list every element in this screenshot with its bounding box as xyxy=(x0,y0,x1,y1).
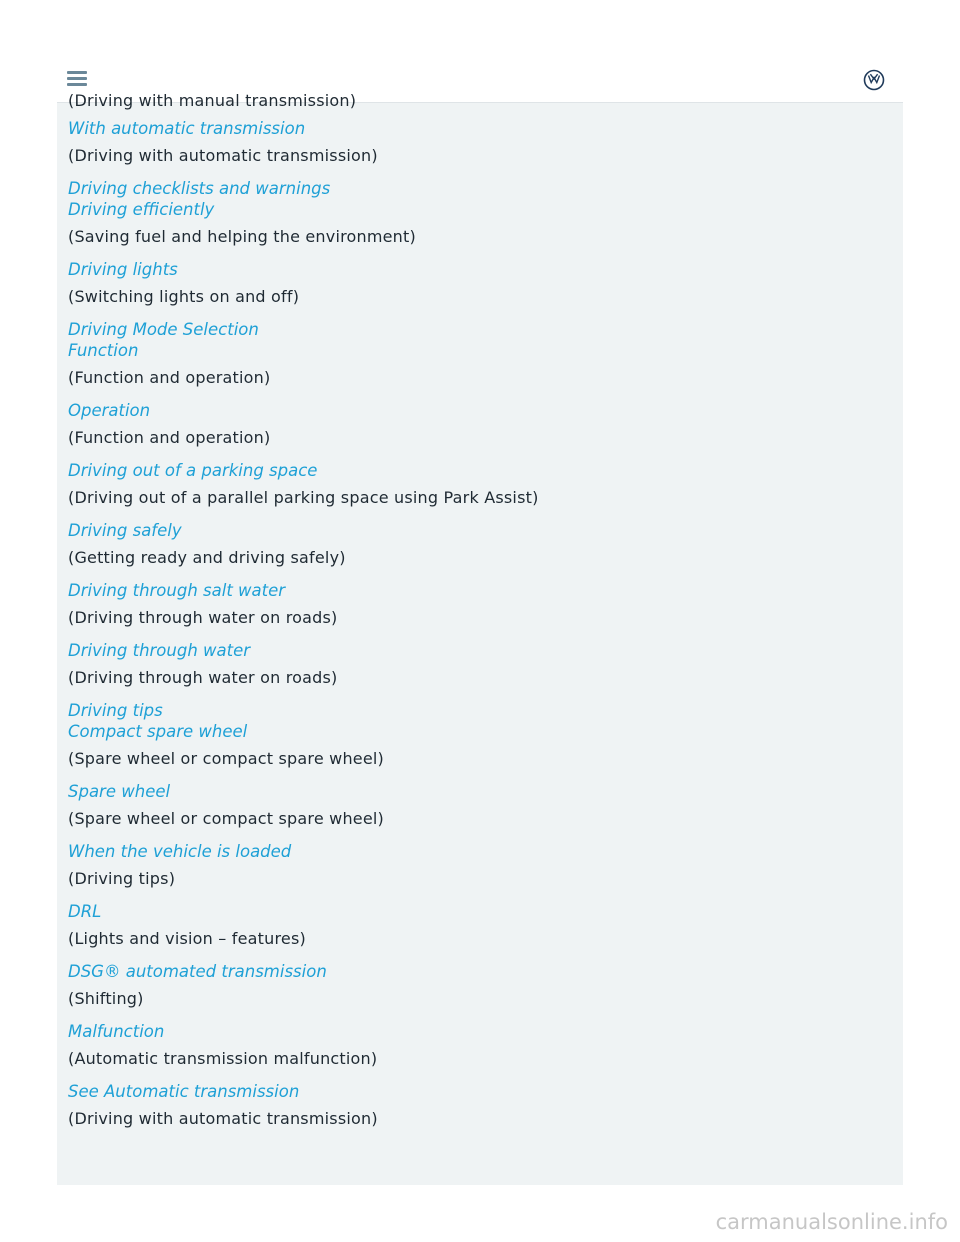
index-link[interactable]: Malfunction xyxy=(68,1022,165,1041)
vw-logo-icon[interactable] xyxy=(863,69,885,91)
hamburger-menu-icon[interactable] xyxy=(67,71,87,87)
index-link[interactable]: Spare wheel xyxy=(68,782,171,801)
index-link[interactable]: Driving through water xyxy=(68,641,251,660)
index-description: (Shifting) xyxy=(68,989,144,1008)
index-link[interactable]: Driving tips xyxy=(68,701,163,720)
index-link[interactable]: Driving Mode Selection xyxy=(68,320,259,339)
index-entry xyxy=(68,961,888,1009)
index-entry xyxy=(68,1021,888,1069)
index-description: (Function and operation) xyxy=(68,428,271,447)
index-link[interactable]: Operation xyxy=(68,401,151,420)
index-description: (Driving with automatic transmission) xyxy=(68,146,378,165)
index-link[interactable]: Driving out of a parking space xyxy=(68,461,318,480)
index-link[interactable]: Driving through salt water xyxy=(68,581,286,600)
index-description: (Switching lights on and off) xyxy=(68,287,300,306)
index-link[interactable]: Driving safely xyxy=(68,521,182,540)
index-link[interactable]: DSG® automated transmission xyxy=(68,962,327,981)
index-entry xyxy=(68,178,888,247)
index-entry xyxy=(68,781,888,829)
index-link[interactable]: DRL xyxy=(68,902,102,921)
index-link[interactable]: Driving efficiently xyxy=(68,200,215,219)
index-description: (Spare wheel or compact spare wheel) xyxy=(68,809,384,828)
index-entry xyxy=(68,841,888,889)
index-entry xyxy=(68,118,888,166)
index-entry xyxy=(68,580,888,628)
index-link[interactable]: Function xyxy=(68,341,139,360)
index-entry xyxy=(68,400,888,448)
index-link[interactable]: When the vehicle is loaded xyxy=(68,842,292,861)
index-description: (Driving through water on roads) xyxy=(68,608,338,627)
index-description: (Saving fuel and helping the environment) xyxy=(68,227,416,246)
index-link[interactable]: Driving lights xyxy=(68,260,178,279)
index-description: (Driving through water on roads) xyxy=(68,668,338,687)
index-entry xyxy=(68,460,888,508)
clipped-description: (Driving with manual transmission) xyxy=(68,91,357,110)
index-entry xyxy=(68,1081,888,1129)
index-link[interactable]: Driving checklists and warnings xyxy=(68,179,331,198)
watermark: carmanualsonline.info xyxy=(715,1210,948,1234)
index-description: (Driving with automatic transmission) xyxy=(68,1109,378,1128)
index-list xyxy=(68,118,888,1141)
index-description: (Driving out of a parallel parking space using Park Assist) xyxy=(68,488,539,507)
index-description: (Spare wheel or compact spare wheel) xyxy=(68,749,384,768)
index-description: (Automatic transmission malfunction) xyxy=(68,1049,378,1068)
index-link[interactable]: With automatic transmission xyxy=(68,119,306,138)
index-entry xyxy=(68,319,888,388)
index-link[interactable]: Compact spare wheel xyxy=(68,722,248,741)
index-description: (Driving tips) xyxy=(68,869,176,888)
index-link[interactable]: See Automatic transmission xyxy=(68,1082,300,1101)
index-description: (Function and operation) xyxy=(68,368,271,387)
index-description: (Lights and vision – features) xyxy=(68,929,306,948)
index-entry xyxy=(68,520,888,568)
index-panel xyxy=(57,91,903,1185)
index-description: (Getting ready and driving safely) xyxy=(68,548,346,567)
index-entry xyxy=(68,700,888,769)
index-entry xyxy=(68,640,888,688)
index-entry xyxy=(68,259,888,307)
index-entry xyxy=(68,901,888,949)
